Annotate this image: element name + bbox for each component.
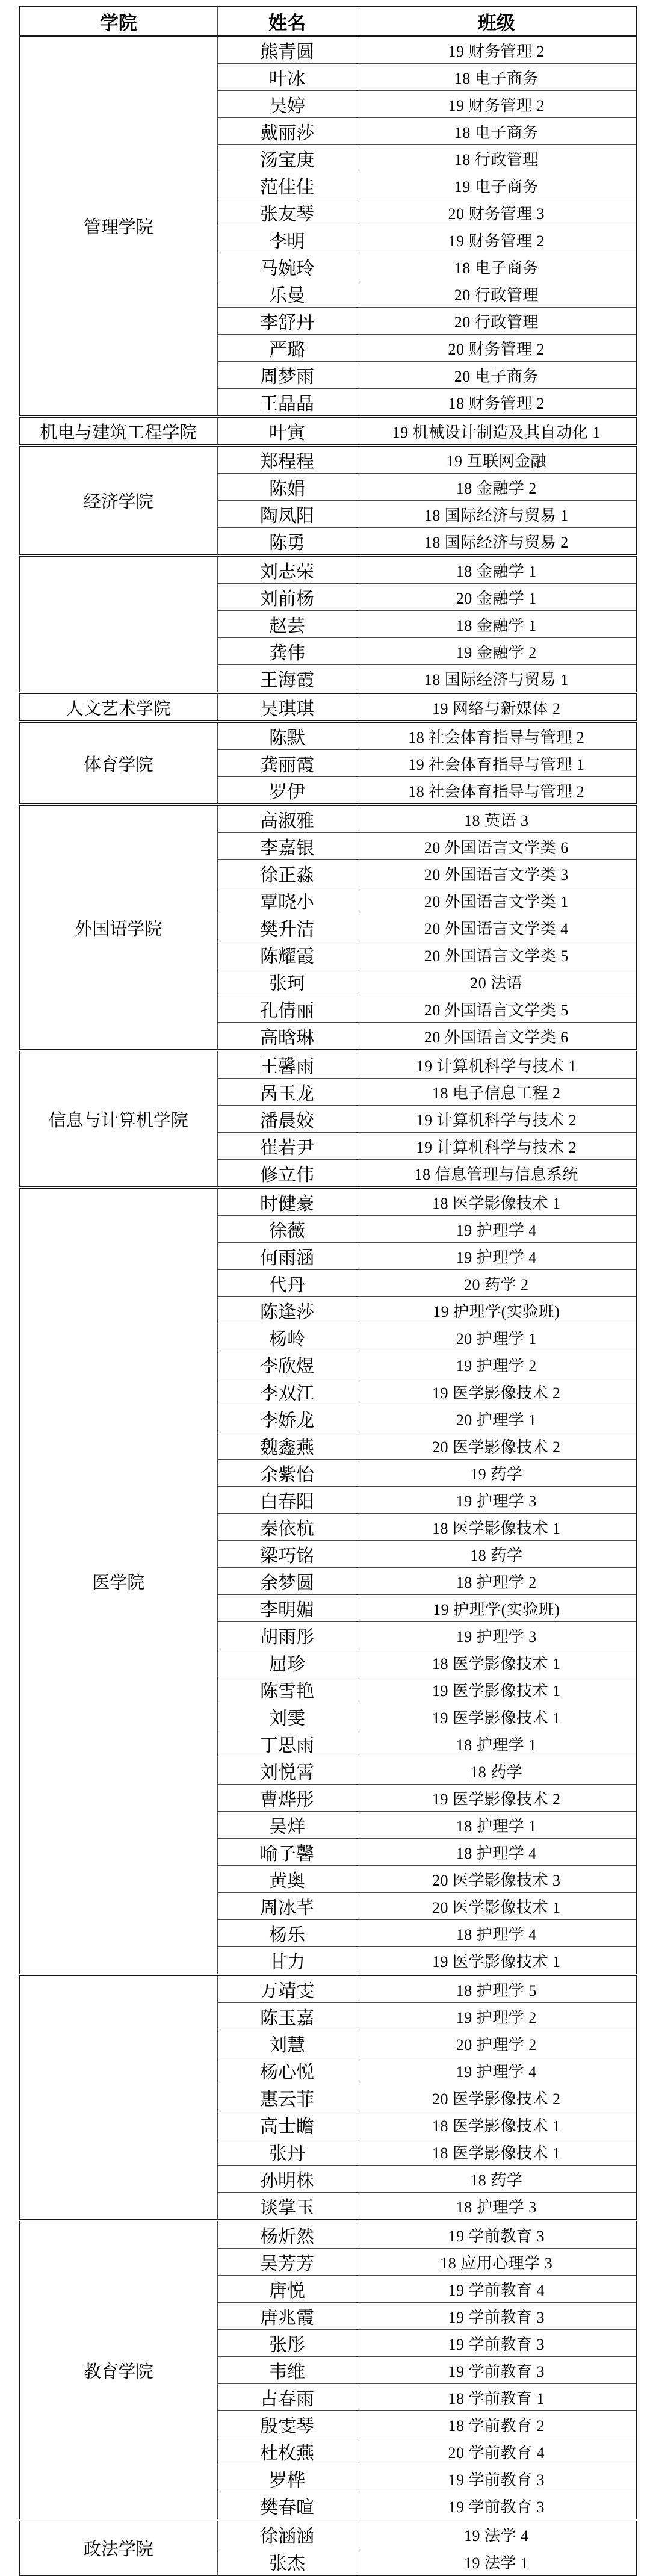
student-name-cell: 高士瞻 <box>217 2111 357 2138</box>
student-name-cell: 胡雨彤 <box>217 1622 357 1649</box>
student-class-cell: 18 医学影像技术 1 <box>357 1514 636 1541</box>
student-class-cell: 18 护理学 4 <box>357 1920 636 1947</box>
student-class-cell: 19 医学影像技术 2 <box>357 1378 636 1405</box>
student-name-cell: 潘晨姣 <box>217 1106 357 1133</box>
student-class-cell: 18 药学 <box>357 1757 636 1785</box>
student-name-cell: 樊升洁 <box>217 914 357 941</box>
student-name-cell: 万靖雯 <box>217 1975 357 2003</box>
student-name-cell: 李舒丹 <box>217 308 357 335</box>
student-name-cell: 张友琴 <box>217 199 357 226</box>
student-class-cell: 20 法语 <box>357 968 636 995</box>
student-name-cell: 徐涵涵 <box>217 2520 357 2548</box>
student-name-cell: 刘前杨 <box>217 584 357 611</box>
student-class-cell: 20 外国语言文学类 6 <box>357 1023 636 1051</box>
student-name-cell: 甘力 <box>217 1947 357 1975</box>
student-name-cell: 赵芸 <box>217 611 357 638</box>
student-class-cell: 20 行政管理 <box>357 308 636 335</box>
student-class-cell: 20 外国语言文学类 5 <box>357 995 636 1023</box>
student-class-cell: 19 网络与新媒体 2 <box>357 693 636 722</box>
student-class-cell: 19 财务管理 2 <box>357 226 636 253</box>
student-class-cell: 18 护理学 4 <box>357 1839 636 1866</box>
student-name-cell: 吴芳芳 <box>217 2249 357 2276</box>
student-class-cell: 20 医学影像技术 3 <box>357 1866 636 1893</box>
student-name-cell: 呙玉龙 <box>217 1079 357 1106</box>
student-class-cell: 20 护理学 2 <box>357 2030 636 2057</box>
student-class-cell: 19 护理学 2 <box>357 2003 636 2030</box>
student-class-cell: 19 学前教育 3 <box>357 2357 636 2384</box>
student-name-cell: 乐曼 <box>217 280 357 308</box>
student-name-cell: 龚丽霞 <box>217 750 357 777</box>
student-name-cell: 殷雯琴 <box>217 2411 357 2438</box>
college-cell: 管理学院 <box>19 36 217 417</box>
student-class-cell: 20 金融学 1 <box>357 584 636 611</box>
student-name-cell: 魏鑫燕 <box>217 1432 357 1460</box>
student-class-cell: 19 学前教育 4 <box>357 2276 636 2303</box>
student-class-cell: 18 电子商务 <box>357 253 636 280</box>
college-cell: 机电与建筑工程学院 <box>19 416 217 445</box>
student-name-cell: 吴琪琪 <box>217 693 357 722</box>
student-name-cell: 叶冰 <box>217 64 357 91</box>
student-name-cell: 占春雨 <box>217 2384 357 2411</box>
student-class-cell: 18 应用心理学 3 <box>357 2249 636 2276</box>
student-class-cell: 20 行政管理 <box>357 280 636 308</box>
college-cell <box>19 1975 217 2220</box>
student-class-cell: 19 护理学 3 <box>357 1622 636 1649</box>
student-class-cell: 19 医学影像技术 2 <box>357 1785 636 1812</box>
student-name-cell: 李欣煜 <box>217 1351 357 1378</box>
student-name-cell: 严璐 <box>217 335 357 362</box>
student-name-cell: 李明 <box>217 226 357 253</box>
student-class-cell: 18 护理学 5 <box>357 1975 636 2003</box>
student-class-cell: 19 医学影像技术 1 <box>357 1947 636 1975</box>
student-name-cell: 唐悦 <box>217 2276 357 2303</box>
student-name-cell: 何雨涵 <box>217 1243 357 1270</box>
student-class-cell: 19 医学影像技术 1 <box>357 1676 636 1703</box>
student-class-cell: 19 机械设计制造及其自动化 1 <box>357 416 636 445</box>
student-class-cell: 20 外国语言文学类 4 <box>357 914 636 941</box>
student-name-cell: 陈逢莎 <box>217 1297 357 1324</box>
student-class-cell: 19 电子商务 <box>357 172 636 199</box>
student-name-cell: 张杰 <box>217 2548 357 2576</box>
student-name-cell: 高晗琳 <box>217 1023 357 1051</box>
student-class-cell: 18 学前教育 1 <box>357 2384 636 2411</box>
student-name-cell: 李双江 <box>217 1378 357 1405</box>
student-class-cell: 18 社会体育指导与管理 2 <box>357 777 636 805</box>
student-name-cell: 王晶晶 <box>217 389 357 417</box>
student-class-cell: 19 学前教育 3 <box>357 2465 636 2492</box>
student-name-cell: 时健豪 <box>217 1187 357 1216</box>
student-class-cell: 18 医学影像技术 1 <box>357 1649 636 1676</box>
table-body <box>19 36 636 2576</box>
student-class-cell: 19 社会体育指导与管理 1 <box>357 750 636 777</box>
student-class-cell: 20 财务管理 2 <box>357 335 636 362</box>
student-class-cell: 20 财务管理 3 <box>357 199 636 226</box>
college-cell: 信息与计算机学院 <box>19 1050 217 1187</box>
student-class-cell: 20 外国语言文学类 1 <box>357 887 636 914</box>
student-name-cell: 刘志荣 <box>217 556 357 584</box>
student-class-cell: 18 电子商务 <box>357 118 636 145</box>
college-cell: 体育学院 <box>19 722 217 805</box>
student-name-cell: 余紫怡 <box>217 1460 357 1487</box>
student-name-cell: 杨乐 <box>217 1920 357 1947</box>
college-cell <box>19 556 217 693</box>
student-name-cell: 陈勇 <box>217 528 357 556</box>
table-row <box>19 2520 636 2548</box>
student-name-cell: 戴丽莎 <box>217 118 357 145</box>
student-name-cell: 唐兆霞 <box>217 2303 357 2330</box>
student-class-cell: 19 学前教育 3 <box>357 2330 636 2357</box>
student-class-cell: 19 财务管理 2 <box>357 91 636 118</box>
student-class-cell: 19 护理学 3 <box>357 1487 636 1514</box>
table-row <box>19 1975 636 2003</box>
table-row <box>19 36 636 64</box>
student-name-cell: 陈默 <box>217 722 357 750</box>
student-name-cell: 李嘉银 <box>217 833 357 860</box>
student-name-cell: 陈娟 <box>217 474 357 501</box>
college-cell: 人文艺术学院 <box>19 693 217 722</box>
student-name-cell: 王馨雨 <box>217 1050 357 1079</box>
student-class-cell: 19 学前教育 3 <box>357 2492 636 2521</box>
student-name-cell: 曹烨彤 <box>217 1785 357 1812</box>
student-class-cell: 18 社会体育指导与管理 2 <box>357 722 636 750</box>
student-class-cell: 18 医学影像技术 1 <box>357 1187 636 1216</box>
student-class-cell: 18 药学 <box>357 2166 636 2193</box>
student-name-cell: 陈耀霞 <box>217 941 357 968</box>
college-cell: 外国语学院 <box>19 805 217 1050</box>
student-name-cell: 范佳佳 <box>217 172 357 199</box>
student-class-cell: 20 护理学 1 <box>357 1324 636 1351</box>
student-class-cell: 19 护理学 2 <box>357 1351 636 1378</box>
student-name-cell: 修立伟 <box>217 1160 357 1188</box>
table-header <box>19 7 636 36</box>
college-cell: 政法学院 <box>19 2520 217 2575</box>
student-class-cell: 19 医学影像技术 1 <box>357 1703 636 1730</box>
student-class-cell: 18 金融学 2 <box>357 474 636 501</box>
student-name-cell: 喻子馨 <box>217 1839 357 1866</box>
student-name-cell: 韦维 <box>217 2357 357 2384</box>
student-class-cell: 18 信息管理与信息系统 <box>357 1160 636 1188</box>
student-name-cell: 黄奥 <box>217 1866 357 1893</box>
student-name-cell: 谈掌玉 <box>217 2193 357 2221</box>
student-class-cell: 18 护理学 3 <box>357 2193 636 2221</box>
table-row <box>19 1050 636 1079</box>
student-class-cell: 19 护理学 4 <box>357 2057 636 2084</box>
student-class-cell: 18 医学影像技术 1 <box>357 2111 636 2138</box>
student-class-cell: 20 外国语言文学类 5 <box>357 941 636 968</box>
student-name-cell: 覃晓小 <box>217 887 357 914</box>
student-name-cell: 陈玉嘉 <box>217 2003 357 2030</box>
student-class-cell: 18 药学 <box>357 1541 636 1568</box>
student-name-cell: 刘雯 <box>217 1703 357 1730</box>
student-name-cell: 马婉玲 <box>217 253 357 280</box>
student-name-cell: 梁巧铭 <box>217 1541 357 1568</box>
student-class-cell: 20 医学影像技术 1 <box>357 1893 636 1920</box>
student-name-cell: 樊春暄 <box>217 2492 357 2521</box>
student-class-cell: 18 护理学 1 <box>357 1812 636 1839</box>
student-name-cell: 杨岭 <box>217 1324 357 1351</box>
student-class-cell: 20 学前教育 4 <box>357 2438 636 2465</box>
college-cell: 教育学院 <box>19 2220 217 2520</box>
student-name-cell: 徐正淼 <box>217 860 357 887</box>
student-class-cell: 19 护理学(实验班) <box>357 1297 636 1324</box>
student-name-cell: 陈雪艳 <box>217 1676 357 1703</box>
student-class-cell: 20 护理学 1 <box>357 1405 636 1432</box>
student-roster-table <box>19 6 637 2576</box>
student-class-cell: 19 互联网金融 <box>357 445 636 474</box>
student-name-cell: 高淑雅 <box>217 805 357 833</box>
student-class-cell: 18 医学影像技术 1 <box>357 2138 636 2166</box>
table-row <box>19 2220 636 2249</box>
student-name-cell: 白春阳 <box>217 1487 357 1514</box>
student-class-cell: 19 财务管理 2 <box>357 36 636 64</box>
student-class-cell: 18 金融学 1 <box>357 611 636 638</box>
student-name-cell: 叶寅 <box>217 416 357 445</box>
student-class-cell: 19 金融学 2 <box>357 638 636 665</box>
student-name-cell: 熊青圆 <box>217 36 357 64</box>
student-class-cell: 20 药学 2 <box>357 1270 636 1297</box>
student-name-cell: 张彤 <box>217 2330 357 2357</box>
student-class-cell: 18 国际经济与贸易 1 <box>357 665 636 693</box>
student-name-cell: 郑程程 <box>217 445 357 474</box>
student-class-cell: 19 法学 4 <box>357 2520 636 2548</box>
student-name-cell: 丁思雨 <box>217 1730 357 1757</box>
student-name-cell: 陶凤阳 <box>217 501 357 528</box>
student-class-cell: 18 护理学 2 <box>357 1568 636 1595</box>
student-name-cell: 周冰芊 <box>217 1893 357 1920</box>
student-name-cell: 徐薇 <box>217 1216 357 1243</box>
student-name-cell: 周梦雨 <box>217 362 357 389</box>
student-name-cell: 李娇龙 <box>217 1405 357 1432</box>
student-name-cell: 崔若尹 <box>217 1133 357 1160</box>
table-row <box>19 416 636 445</box>
student-class-cell: 18 电子商务 <box>357 64 636 91</box>
student-name-cell: 吴婷 <box>217 91 357 118</box>
student-name-cell: 秦依杭 <box>217 1514 357 1541</box>
student-class-cell: 18 国际经济与贸易 1 <box>357 501 636 528</box>
student-name-cell: 杨炘然 <box>217 2220 357 2249</box>
student-class-cell: 18 电子信息工程 2 <box>357 1079 636 1106</box>
table-row <box>19 556 636 584</box>
student-class-cell: 18 财务管理 2 <box>357 389 636 417</box>
student-name-cell: 王海霞 <box>217 665 357 693</box>
student-class-cell: 19 计算机科学与技术 2 <box>357 1133 636 1160</box>
student-class-cell: 19 护理学 4 <box>357 1216 636 1243</box>
student-class-cell: 20 外国语言文学类 6 <box>357 833 636 860</box>
student-name-cell: 孙明株 <box>217 2166 357 2193</box>
student-class-cell: 20 电子商务 <box>357 362 636 389</box>
table-row <box>19 722 636 750</box>
table-row <box>19 693 636 722</box>
student-name-cell: 屈珍 <box>217 1649 357 1676</box>
student-name-cell: 吴烊 <box>217 1812 357 1839</box>
student-name-cell: 龚伟 <box>217 638 357 665</box>
student-class-cell: 20 医学影像技术 2 <box>357 2084 636 2111</box>
student-name-cell: 杜枚燕 <box>217 2438 357 2465</box>
student-name-cell: 孔倩丽 <box>217 995 357 1023</box>
table-row <box>19 1187 636 1216</box>
student-name-cell: 代丹 <box>217 1270 357 1297</box>
college-cell: 经济学院 <box>19 445 217 556</box>
student-class-cell: 18 国际经济与贸易 2 <box>357 528 636 556</box>
student-class-cell: 20 医学影像技术 2 <box>357 1432 636 1460</box>
student-name-cell: 汤宝庚 <box>217 145 357 172</box>
student-name-cell: 张珂 <box>217 968 357 995</box>
header-college: 学院 <box>19 7 217 36</box>
student-class-cell: 19 计算机科学与技术 2 <box>357 1106 636 1133</box>
table-row <box>19 805 636 833</box>
student-class-cell: 19 学前教育 3 <box>357 2303 636 2330</box>
student-name-cell: 罗桦 <box>217 2465 357 2492</box>
header-name: 姓名 <box>217 7 357 36</box>
student-class-cell: 19 护理学(实验班) <box>357 1595 636 1622</box>
student-class-cell: 18 护理学 1 <box>357 1730 636 1757</box>
student-name-cell: 余梦圆 <box>217 1568 357 1595</box>
header-class: 班级 <box>357 7 636 36</box>
student-class-cell: 19 学前教育 3 <box>357 2220 636 2249</box>
student-class-cell: 19 法学 1 <box>357 2548 636 2576</box>
student-name-cell: 张丹 <box>217 2138 357 2166</box>
student-class-cell: 18 英语 3 <box>357 805 636 833</box>
student-name-cell: 杨心悦 <box>217 2057 357 2084</box>
student-class-cell: 19 计算机科学与技术 1 <box>357 1050 636 1079</box>
student-class-cell: 18 学前教育 2 <box>357 2411 636 2438</box>
student-name-cell: 惠云菲 <box>217 2084 357 2111</box>
student-name-cell: 李明媚 <box>217 1595 357 1622</box>
student-class-cell: 18 行政管理 <box>357 145 636 172</box>
student-name-cell: 罗伊 <box>217 777 357 805</box>
student-class-cell: 20 外国语言文学类 3 <box>357 860 636 887</box>
table-row <box>19 445 636 474</box>
student-name-cell: 刘慧 <box>217 2030 357 2057</box>
header-row <box>19 7 636 36</box>
student-class-cell: 18 金融学 1 <box>357 556 636 584</box>
student-class-cell: 19 护理学 4 <box>357 1243 636 1270</box>
student-class-cell: 19 药学 <box>357 1460 636 1487</box>
college-cell: 医学院 <box>19 1187 217 1975</box>
student-name-cell: 刘悦霄 <box>217 1757 357 1785</box>
